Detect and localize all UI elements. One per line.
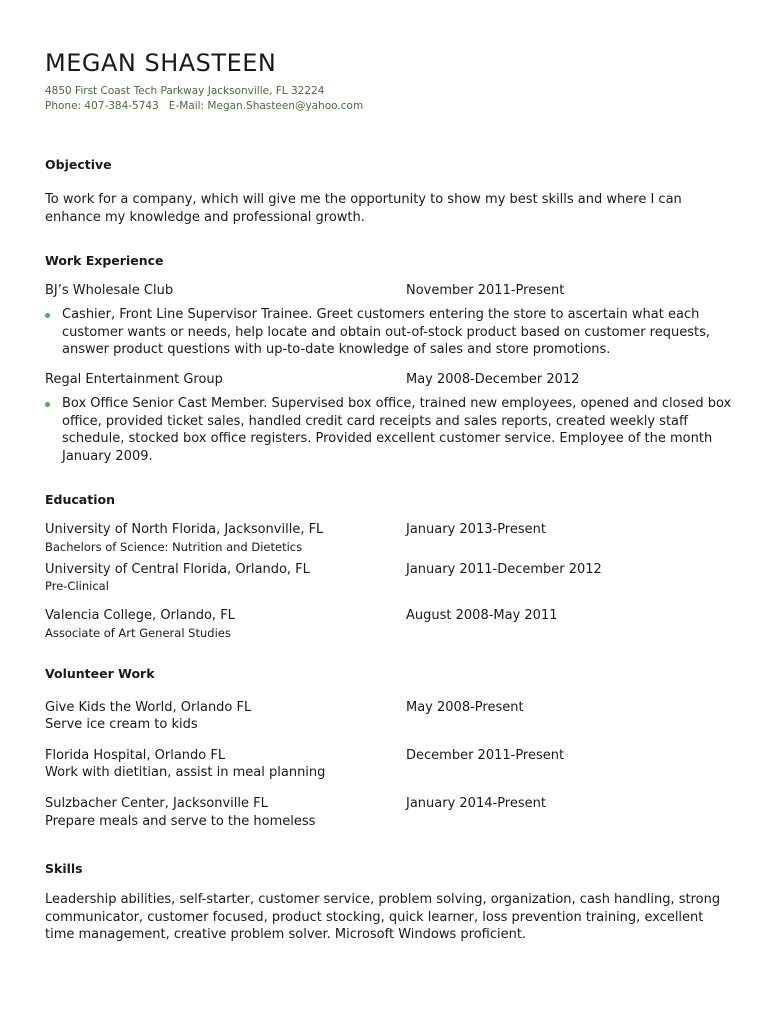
job-employer: BJ’s Wholesale Club	[45, 283, 174, 298]
volunteer-org: Give Kids the World, Orlando FL	[45, 700, 252, 715]
education-row	[45, 521, 735, 539]
job-description	[45, 395, 735, 465]
volunteer-role-text: Prepare meals and serve to the homeless	[45, 814, 316, 829]
volunteer-row	[45, 747, 735, 765]
volunteer-role	[45, 716, 735, 734]
volunteer-role-text: Work with dietitian, assist in meal planning	[45, 765, 326, 780]
education-row	[45, 607, 735, 625]
volunteer-org: Florida Hospital, Orlando FL	[45, 748, 226, 763]
volunteer-role-text: Serve ice cream to kids	[45, 717, 198, 732]
email-text: E-Mail: Megan.Shasteen@yahoo.com	[168, 100, 364, 112]
school-name: University of Central Florida, Orlando, FL	[45, 562, 310, 577]
volunteer-row	[45, 795, 735, 813]
bullet-icon	[45, 402, 50, 407]
resume-name: MEGAN SHASTEEN	[45, 49, 277, 77]
contact-block	[45, 84, 735, 114]
phone-text: Phone: 407-384-5743	[45, 100, 159, 112]
school-degree: Bachelors of Science: Nutrition and Dietetics	[45, 540, 303, 554]
school-dates: January 2013-Present	[406, 522, 546, 537]
job-description-text: Box Office Senior Cast Member. Supervised box office, trained new employees, opened and closed box office, provided ticket sales, handled credit card receipts and sales reports, created weekly staff schedule, stocked box office registers. Provided excellent customer service. Employee of the month January 2009.	[62, 396, 732, 464]
job-employer: Regal Entertainment Group	[45, 372, 223, 387]
objective-heading: Objective	[45, 157, 112, 172]
volunteer-role	[45, 813, 735, 831]
volunteer-dates: December 2011-Present	[406, 748, 565, 763]
objective-text: To work for a company, which will give me the opportunity to show my best skills and where I can enhance my knowledge and professional growth.	[45, 192, 682, 225]
bullet-icon	[45, 313, 50, 318]
address-line: 4850 First Coast Tech Parkway Jacksonville, FL 32224	[45, 85, 325, 97]
job-description	[45, 306, 735, 359]
education-heading: Education	[45, 492, 115, 507]
volunteer-dates: January 2014-Present	[406, 796, 546, 811]
job-row	[45, 371, 735, 389]
work-heading: Work Experience	[45, 253, 164, 268]
school-dates: August 2008-May 2011	[406, 608, 558, 623]
job-description-text: Cashier, Front Line Supervisor Trainee. Greet customers entering the store to ascertain what each customer wants or needs, help locate and obtain out-of-stock product based on customer requests, answer product questions with up-to-date knowledge of sales and store promotions.	[62, 307, 710, 357]
school-name: Valencia College, Orlando, FL	[45, 608, 235, 623]
volunteer-role	[45, 764, 735, 782]
phone-email-line	[45, 99, 735, 114]
job-row	[45, 282, 735, 300]
job-dates: November 2011-Present	[406, 283, 565, 298]
job-dates: May 2008-December 2012	[406, 372, 580, 387]
school-degree: Pre-Clinical	[45, 579, 109, 593]
school-degree: Associate of Art General Studies	[45, 626, 231, 640]
volunteer-org: Sulzbacher Center, Jacksonville FL	[45, 796, 268, 811]
volunteer-dates: May 2008-Present	[406, 700, 524, 715]
skills-heading: Skills	[45, 861, 83, 876]
volunteer-heading: Volunteer Work	[45, 666, 155, 681]
school-dates: January 2011-December 2012	[406, 562, 602, 577]
education-row	[45, 561, 735, 579]
skills-text: Leadership abilities, self-starter, customer service, problem solving, organization, cash handling, strong communicator, customer focused, product stocking, quick learner, loss prevention training, excellent time management, creative problem solver. Microsoft Windows proficient.	[45, 892, 721, 942]
school-name: University of North Florida, Jacksonville, FL	[45, 522, 324, 537]
volunteer-row	[45, 699, 735, 717]
